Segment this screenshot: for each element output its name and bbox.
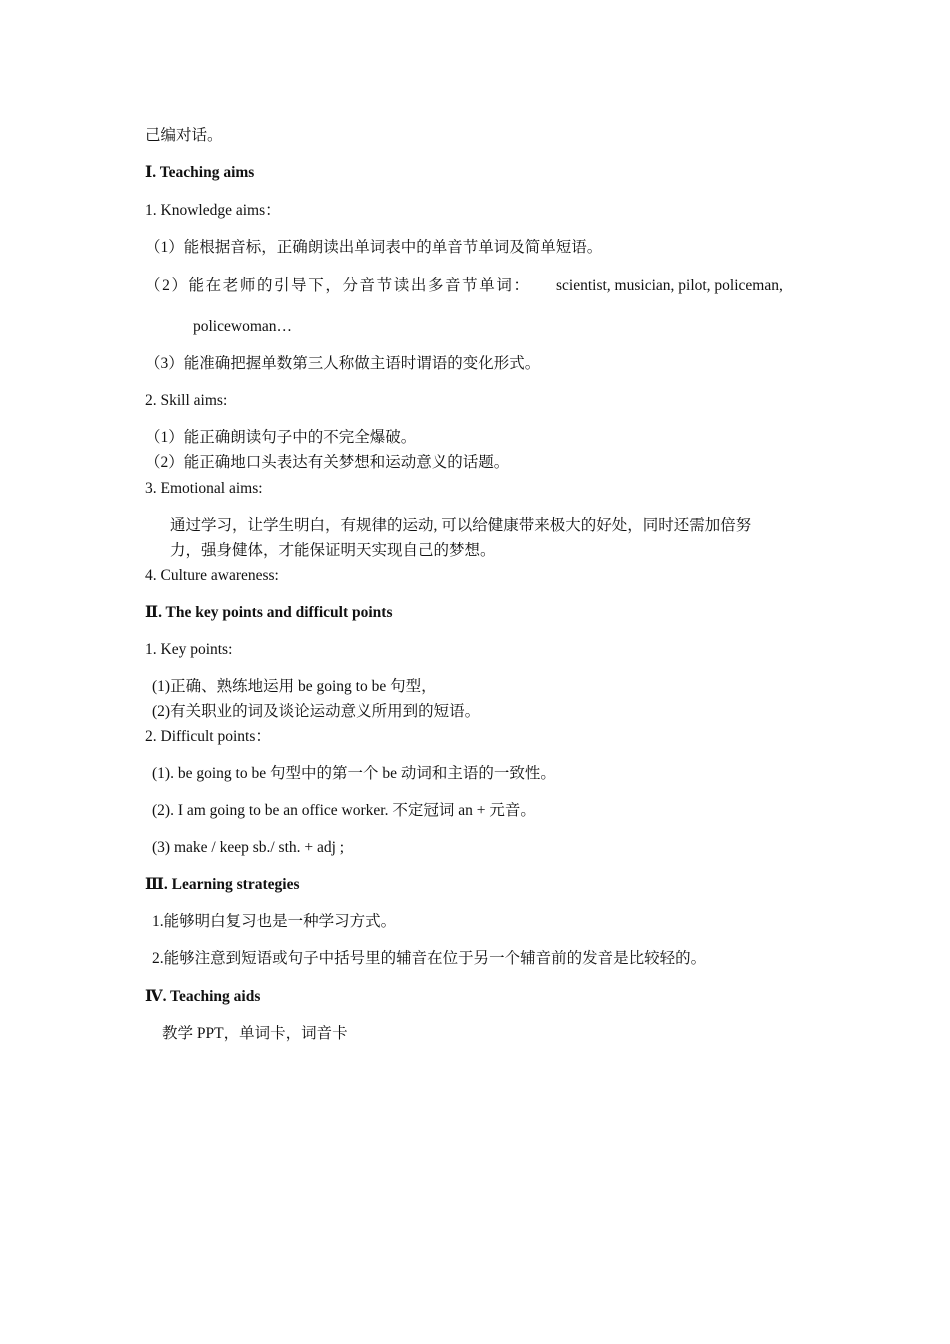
difficult-points-heading: 2. Difficult points： [145,728,271,745]
culture-awareness-heading: 4. Culture awareness: [145,567,279,584]
key-point-2: (2)有关职业的词及谈论运动意义所用到的短语。 [152,703,481,720]
knowledge-aim-3: （3）能准确把握单数第三人称做主语时谓语的变化形式。 [145,355,541,372]
intro-tail: 己编对话。 [145,127,223,144]
knowledge-aim-1: （1）能根据音标，正确朗读出单词表中的单音节单词及简单短语。 [145,239,603,256]
key-point-1: (1)正确、熟练地运用 be going to be 句型， [152,678,437,695]
knowledge-aim-2-cont: policewoman… [193,318,293,335]
knowledge-aims-heading: 1. Knowledge aims： [145,202,281,219]
section-heading-learning-strategies: Ⅲ. Learning strategies [145,876,300,893]
key-points-heading: 1. Key points: [145,641,233,658]
difficult-point-2: (2). I am going to be an office worker. 不定冠词 an + 元音。 [152,802,536,819]
skill-aim-2: （2）能正确地口头表达有关梦想和运动意义的话题。 [145,454,510,471]
skill-aim-1: （1）能正确朗读句子中的不完全爆破。 [145,429,417,446]
knowledge-aim-2-words: scientist, musician, pilot, policeman, [556,277,783,294]
learning-strategy-1: 1.能够明白复习也是一种学习方式。 [152,913,397,930]
skill-aims-heading: 2. Skill aims: [145,392,228,409]
difficult-point-3: (3) make / keep sb./ sth. + adj ; [152,839,345,856]
teaching-aids-list: 教学 PPT，单词卡，词音卡 [162,1025,348,1042]
emotional-aim-line-2: 力，强身健体，才能保证明天实现自己的梦想。 [170,542,496,559]
knowledge-aim-2: （2）能在老师的引导下，分音节读出多音节单词： [145,277,531,294]
emotional-aim-line-1: 通过学习，让学生明白，有规律的运动, 可以给健康带来极大的好处，同时还需加倍努 [170,517,752,534]
learning-strategy-2: 2.能够注意到短语或句子中括号里的辅音在位于另一个辅音前的发音是比较轻的。 [152,950,707,967]
difficult-point-1: (1). be going to be 句型中的第一个 be 动词和主语的一致性。 [152,765,556,782]
section-heading-key-points: Ⅱ. The key points and difficult points [145,604,393,621]
section-heading-teaching-aids: Ⅳ. Teaching aids [145,988,261,1005]
section-heading-teaching-aims: Ⅰ. Teaching aims [145,164,255,181]
emotional-aims-heading: 3. Emotional aims: [145,480,263,497]
